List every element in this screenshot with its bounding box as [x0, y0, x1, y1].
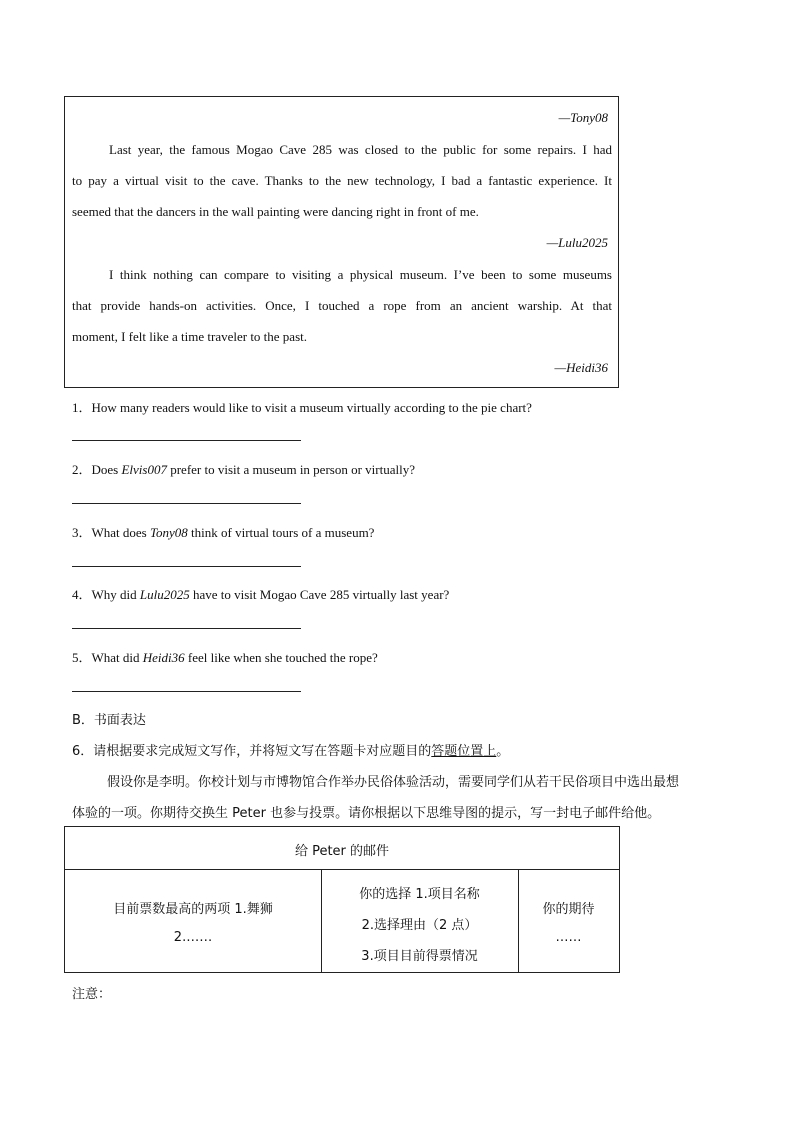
question-4-prefix: 4．Why did	[72, 587, 140, 602]
lulu-line-3: seemed that the dancers in the wall painting were dancing right in front of me.	[72, 204, 479, 219]
question-6-suffix: 。	[496, 744, 510, 759]
question-6-prefix: 6．请根据要求完成短文写作，并将短文写在答题卡对应题目的	[72, 744, 432, 759]
top-votes-second: 2.……	[173, 930, 213, 945]
heidi-line-1: I think nothing can compare to visiting a physical museum. I’ve been to some museums	[109, 267, 612, 282]
question-6	[72, 740, 509, 759]
lulu-line-1: Last year, the famous Mogao Cave 285 was closed to the public for some repairs. I had	[109, 142, 612, 157]
question-4-name: Lulu2025	[139, 587, 190, 602]
note-label: 注意：	[72, 987, 112, 1002]
prompt-line-2: 体验的一项。你期待交换生 Peter 也参与投票。请你根据以下思维导图的提示，写一封电子邮件给他。	[72, 806, 661, 821]
question-3-name: Tony08	[149, 525, 188, 540]
question-2	[72, 459, 415, 478]
lulu-line-2: to pay a virtual visit to the cave. Thanks to the new technology, I bad a fantastic experience. It	[72, 173, 612, 188]
signature-heidi36: —Heidi36	[554, 360, 608, 375]
answer-line-4[interactable]	[72, 628, 301, 629]
your-choice-label: 你的选择 1.项目名称	[359, 887, 480, 902]
table-header: 给 Peter 的邮件	[294, 844, 390, 859]
section-b-heading: B．书面表达	[72, 713, 146, 728]
question-3-suffix: think of virtual tours of a museum?	[187, 525, 375, 540]
heidi-line-2: that provide hands-on activities. Once, I touched a rope from an ancient warship. At that	[72, 298, 612, 313]
email-outline-table	[64, 826, 620, 973]
question-6-underlined: 答题位置上	[431, 744, 497, 759]
question-5-name: Heidi36	[142, 650, 185, 665]
answer-line-5[interactable]	[72, 691, 301, 692]
choice-votes: 3.项目目前得票情况	[361, 949, 478, 964]
table-header-divider	[65, 869, 619, 870]
top-votes-label: 目前票数最高的两项 1.舞狮	[113, 902, 273, 917]
expectation-ellipsis: ……	[555, 930, 582, 945]
question-5-prefix: 5．What did	[72, 650, 143, 665]
reading-box	[64, 96, 619, 388]
expectation-label: 你的期待	[542, 902, 595, 917]
signature-tony08: —Tony08	[558, 110, 608, 125]
question-5	[72, 647, 378, 666]
question-4-suffix: have to visit Mogao Cave 285 virtually last year?	[189, 587, 450, 602]
answer-line-3[interactable]	[72, 566, 301, 567]
prompt-line-1: 假设你是李明。你校计划与市博物馆合作举办民俗体验活动，需要同学们从若干民俗项目中选出最想	[107, 775, 680, 790]
question-2-prefix: 2．Does	[72, 462, 122, 477]
question-2-name: Elvis007	[121, 462, 167, 477]
heidi-line-3: moment, I felt like a time traveler to the past.	[72, 329, 308, 344]
question-1-text: 1．How many readers would like to visit a museum virtually according to the pie chart?	[72, 400, 532, 415]
question-3-prefix: 3．What does	[72, 525, 150, 540]
table-col-divider-2	[518, 869, 519, 972]
signature-lulu2025: —Lulu2025	[546, 235, 608, 250]
answer-line-1[interactable]	[72, 440, 301, 441]
question-4	[72, 584, 449, 603]
choice-reasons: 2.选择理由（2 点）	[361, 918, 478, 933]
question-1	[72, 397, 532, 416]
question-3	[72, 522, 374, 541]
question-2-suffix: prefer to visit a museum in person or virtually?	[166, 462, 415, 477]
answer-line-2[interactable]	[72, 503, 301, 504]
question-5-suffix: feel like when she touched the rope?	[184, 650, 378, 665]
